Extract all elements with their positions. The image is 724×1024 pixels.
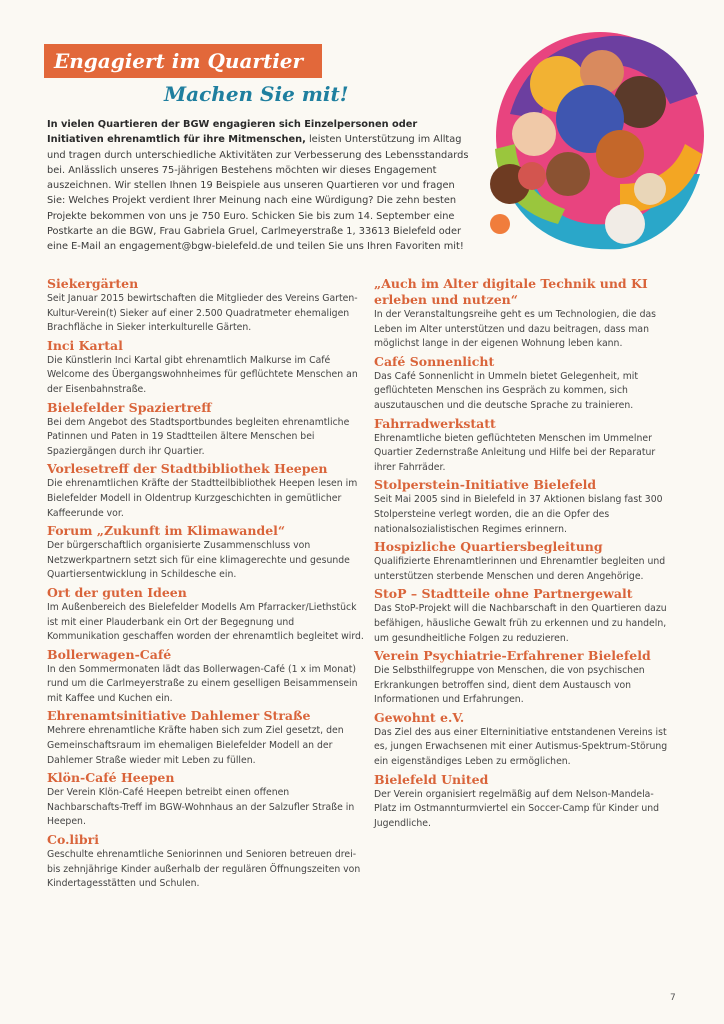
entry <box>47 832 365 892</box>
entry-title: Co.libri <box>47 832 99 848</box>
entry-title: Klön-Café Heepen <box>47 770 175 786</box>
entry-text: In den Sommermonaten lädt das Bollerwagen-Café (1 x im Monat) rund um die Carlmeyerstraße zu einem geselligen Beisammensein mit Kaffee und Kuchen ein. <box>47 663 358 704</box>
entry-text: Der Verein organisiert regelmäßig auf dem Nelson-Mandela-Platz im Ostmannturmviertel ein Soccer-Camp für Kinder und Jugendliche. <box>374 788 660 829</box>
entry-text: Das StoP-Projekt will die Nachbarschaft in den Quartieren dazu befähigen, häusliche Gewalt früh zu erkennen und zu handeln, um gesundheitliche Folgen zu reduzieren. <box>374 603 667 644</box>
entry <box>47 770 365 830</box>
people-circle-illustration <box>470 24 708 262</box>
entry-text: Mehrere ehrenamtliche Kräfte haben sich zum Ziel gesetzt, den Gemeinschaftsraum im ehemaligen Bielefelder Modell an der Dahlemer Straße wieder mit Leben zu füllen. <box>47 725 344 766</box>
entry <box>47 647 365 707</box>
entry <box>374 539 674 584</box>
entry <box>374 648 674 708</box>
entry-text: Der Verein Klön-Café Heepen betreibt einen offenen Nachbarschafts-Treff im BGW-Wohnhaus an der Salzufler Straße in Heepen. <box>47 787 355 828</box>
entry <box>47 585 365 645</box>
entry <box>47 523 365 583</box>
entry-text: Das Café Sonnenlicht in Ummeln bietet Gelegenheit, mit geflüchteten Menschen ins Gespräch zu kommen, sich auszutauschen und die deutsche Sprache zu trainieren. <box>374 370 638 411</box>
entry <box>47 461 365 521</box>
right-column <box>374 276 674 833</box>
entry-title: Café Sonnenlicht <box>374 353 495 369</box>
entry <box>374 354 674 414</box>
entry-title: Inci Kartal <box>47 337 123 353</box>
entry-title: Ehrenamtsinitiative Dahlemer Straße <box>47 708 311 724</box>
entry-title: Siekergärten <box>47 276 139 291</box>
entry-text: Seit Januar 2015 bewirtschaften die Mitglieder des Vereins Garten-Kultur-Verein(t) Sieker auf einer 2.500 Quadratmeter ehemaligen Brachfläche in Sieker interkulturelle Gärten. <box>47 293 358 334</box>
entry-text: Die Künstlerin Inci Kartal gibt ehrenamtlich Malkurse im Café Welcome des Übergangswohnheimes für geflüchtete Menschen an der Eisenbahnstraße. <box>47 354 358 395</box>
left-column <box>47 276 365 894</box>
entry-title: Ort der guten Ideen <box>47 584 187 600</box>
intro-bold: In vielen Quartieren der BGW engagieren sich Einzelpersonen oder Initiativen ehrenamtlich für ihre Mitmenschen, <box>47 119 418 146</box>
entry-text: Im Außenbereich des Bielefelder Modells Am Pfarracker/Liethstück ist mit einer Plauderbank ein Ort der Begegnung und Kommunikation geschaffen worden der ehrenamtlich begleitet wird. <box>47 601 364 643</box>
entry-text: Bei dem Angebot des Stadtsportbundes begleiten ehrenamtliche Patinnen und Paten in 19 Stadtteilen ältere Menschen bei Spaziergängen durch ihr Quartier. <box>47 416 350 457</box>
entry <box>374 416 674 476</box>
entry <box>47 276 365 336</box>
entry <box>47 400 365 460</box>
entry-title: Vorlesetreff der Stadtbibliothek Heepen <box>47 461 328 477</box>
entry-title: Forum „Zukunft im Klimawandel“ <box>47 523 286 539</box>
entry <box>374 276 674 352</box>
entry <box>374 477 674 537</box>
entry <box>374 710 674 770</box>
entry <box>47 338 365 398</box>
entry <box>47 708 365 768</box>
page-subtitle: Machen Sie mit! <box>164 82 349 106</box>
entry-text: Der bürgerschaftlich organisierte Zusammenschluss von Netzwerkpartnern setzt sich für eine klimagerechte und gesunde Quartiersentwicklung in Schildesche ein. <box>47 540 350 581</box>
entry-title: Stolperstein-Initiative Bielefeld <box>374 477 597 493</box>
entry-title: „Auch im Alter digitale Technik und KI erleben und nutzen“ <box>374 276 648 307</box>
entry-text: Die Selbsthilfegruppe von Menschen, die von psychischen Erkrankungen betroffen sind, dient dem Austausch von Informationen und Erfahrungen. <box>374 665 645 706</box>
entry-text: Das Ziel des aus einer Elterninitiative entstandenen Vereins ist es, jungen Erwachsenen mit einer Autismus-Spektrum-Störung ein eigenständiges Leben zu ermöglichen. <box>374 726 668 768</box>
entry-title: Verein Psychiatrie-Erfahrener Bielefeld <box>374 648 651 664</box>
entry-title: StoP – Stadtteile ohne Partnergewalt <box>374 586 633 602</box>
entry-text: Geschulte ehrenamtliche Seniorinnen und Senioren betreuen drei- bis zehnjährige Kinder außerhalb der regulären Öffnungszeiten von Kindertagesstätten und Schulen. <box>47 849 361 890</box>
entry-text: Seit Mai 2005 sind in Bielefeld in 37 Aktionen bislang fast 300 Stolpersteine verlegt worden, die an die Opfer des nationalsozialistischen Regimes erinnern. <box>374 494 663 535</box>
entry-title: Bielefelder Spaziertreff <box>47 399 212 415</box>
entry-text: Ehrenamtliche bieten geflüchteten Menschen im Ummelner Quartier Zedernstraße Anleitung und Hilfe bei der Reparatur ihrer Fahrräder. <box>374 432 656 473</box>
entry-title: Fahrradwerkstatt <box>374 415 496 431</box>
intro-text <box>47 117 472 255</box>
entry-title: Bollerwagen-Café <box>47 646 172 662</box>
entry-title: Hospizliche Quartiersbegleitung <box>374 539 603 555</box>
entry-text: In der Veranstaltungsreihe geht es um Technologien, die das Leben im Alter unterstützen und dazu beitragen, dass man möglichst lange in der eigenen Wohnung leben kann. <box>374 309 657 350</box>
entry-title: Gewohnt e.V. <box>374 709 465 725</box>
entry-title: Bielefeld United <box>374 771 489 787</box>
entry-text: Die ehrenamtlichen Kräfte der Stadtteilbibliothek Heepen lesen im Bielefelder Modell in Oldentrup Kurzgeschichten in gemütlicher Kaffeerunde vor. <box>47 478 358 519</box>
entry-text: Qualifizierte Ehrenamtlerinnen und Ehrenamtler begleiten und unterstützen sterbende Menschen und deren Angehörige. <box>374 556 666 582</box>
page-number: 7 <box>670 993 676 1003</box>
entry <box>374 772 674 832</box>
entry <box>374 586 674 646</box>
page-title: Engagiert im Quartier <box>44 44 322 78</box>
intro-body: leisten Unterstützung im Alltag und tragen durch unterschiedliche Aktivitäten zur Verbesserung des Lebensstandards bei. Anlässlich unseres 75-jährigen Bestehens möchten wir dieses Engagement auszeichnen. Wir stellen Ihnen 19 Beispiele aus unseren Quartieren vor und fragen Sie: Welches Projekt verdient Ihrer Meinung nach eine Würdigung? Die zehn besten Projekte bekommen von uns je 750 Euro. Schicken Sie bis zum 14. September eine Postkarte an die BGW, Frau Gabriela Gruel, Carlmeyerstraße 1, 33613 Bielefeld oder eine E-Mail an engagement@bgw-bielefeld.de und teilen Sie uns Ihren Favoriten mit! <box>47 134 469 253</box>
